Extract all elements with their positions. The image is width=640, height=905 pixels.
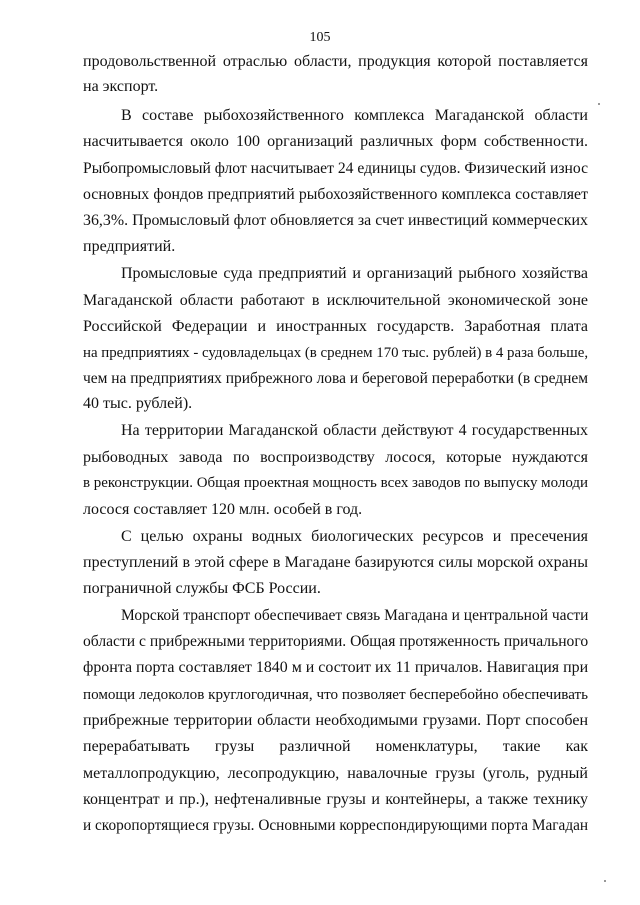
text-line: чем на предприятиях прибрежного лова и береговой переработки (в среднем	[83, 370, 588, 387]
text-line: насчитывается около 100 организаций различных форм собственности.	[83, 133, 588, 150]
text-line: помощи ледоколов круглогодичная, что позволяет бесперебойно обеспечивать	[83, 687, 588, 703]
paragraph-first-line: В составе рыбохозяйственного комплекса Магаданской области	[121, 107, 588, 124]
text-line: рыбоводных завода по воспроизводству лосося, которые нуждаются	[83, 449, 588, 466]
text-line: области с прибрежными территориями. Общая протяженность причального	[83, 633, 589, 650]
text-line: и скоропортящиеся грузы. Основными корреспондирующими порта Магадан	[83, 817, 589, 834]
text-line: 36,3%. Промысловый флот обновляется за счет инвестиций коммерческих	[83, 212, 588, 229]
paragraph-first-line: Промысловые суда предприятий и организаций рыбного хозяйства	[121, 265, 588, 282]
text-line: Магаданской области работают в исключительной экономической зоне	[83, 292, 588, 309]
scan-speck	[598, 103, 600, 105]
text-line: фронта порта составляет 1840 м и состоит их 11 причалов. Навигация при	[83, 659, 589, 676]
text-line: Рыбопромысловый флот насчитывает 24 единицы судов. Физический износ	[83, 160, 589, 177]
text-line: в реконструкции. Общая проектная мощность всех заводов по выпуску молоди	[83, 475, 589, 491]
text-line: Российской Федерации и иностранных государств. Заработная плата	[83, 318, 588, 335]
page-number: 105	[309, 30, 331, 45]
text-line: преступлений в этой сфере в Магадане базируются силы морской охраны	[83, 554, 588, 571]
text-line: прибрежные территории области необходимыми грузами. Порт способен	[83, 712, 588, 729]
text-line: 40 тыс. рублей).	[83, 395, 193, 412]
text-line: металлопродукцию, лесопродукцию, навалочные грузы (уголь, рудный	[83, 765, 588, 782]
paragraph-first-line: На территории Магаданской области действуют 4 государственных	[121, 422, 588, 439]
text-line: основных фондов предприятий рыбохозяйственного комплекса составляет	[83, 186, 588, 203]
paragraph-first-line: С целью охраны водных биологических ресурсов и пресечения	[121, 528, 588, 545]
text-line: лосося составляет 120 млн. особей в год.	[83, 501, 363, 518]
text-line: перерабатывать грузы различной номенклатуры, такие как	[83, 738, 588, 755]
text-line: пограничной службы ФСБ России.	[83, 580, 321, 597]
text-line: на экспорт.	[83, 78, 159, 95]
text-line: концентрат и пр.), нефтеналивные грузы и контейнеры, а также технику	[83, 791, 588, 808]
paragraph-first-line: Морской транспорт обеспечивает связь Магадана и центральной части	[121, 607, 589, 624]
text-line: на предприятиях - судовладельцах (в среднем 170 тыс. рублей) в 4 раза больше,	[83, 345, 589, 361]
text-line: предприятий.	[83, 238, 176, 255]
scan-speck	[604, 880, 606, 882]
text-line: продовольственной отраслью области, продукция которой поставляется	[83, 53, 588, 70]
